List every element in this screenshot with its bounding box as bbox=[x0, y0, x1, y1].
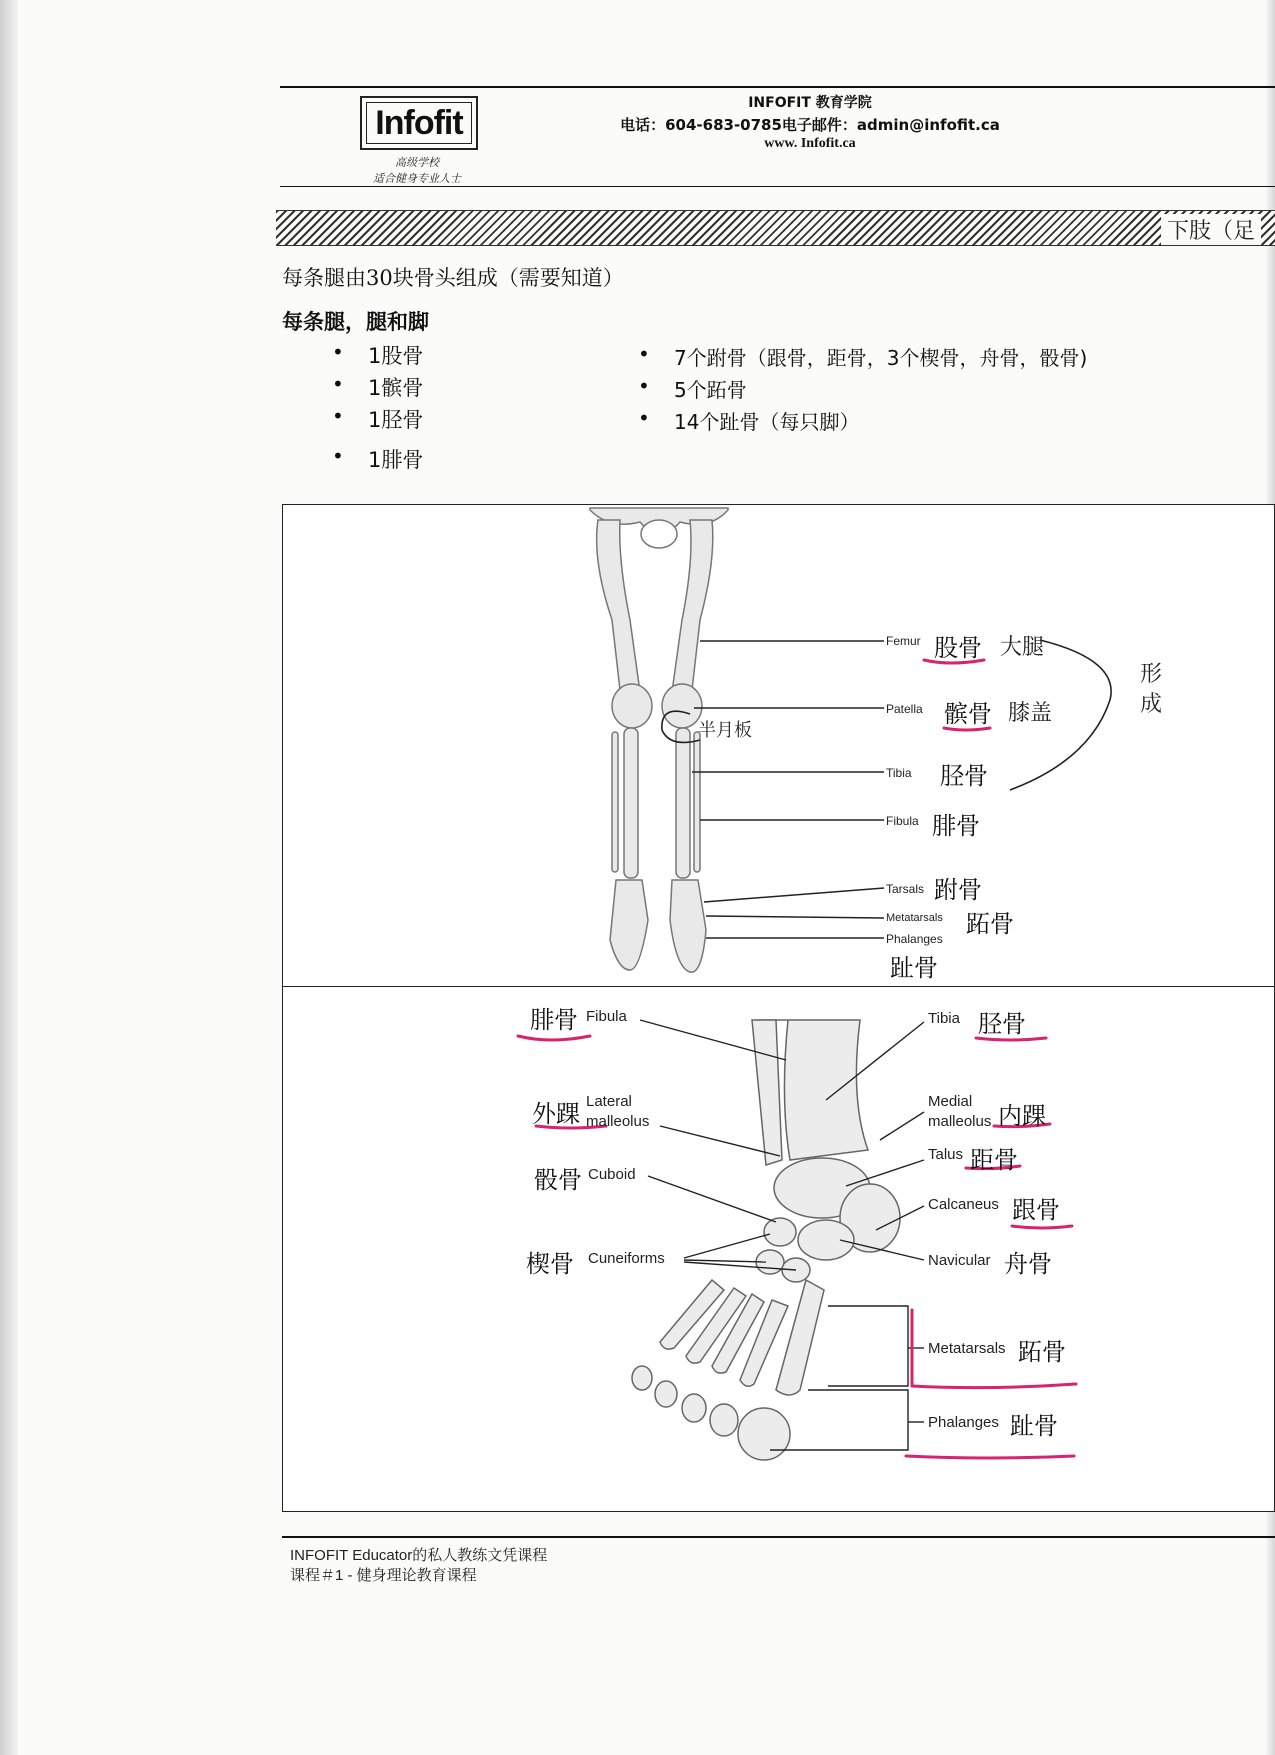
foot-label-cn: 内踝 bbox=[998, 1102, 1046, 1130]
intro-line: 每条腿由30块骨头组成（需要知道） bbox=[282, 266, 624, 290]
leg-label-cn: 胫骨 bbox=[940, 762, 988, 790]
handwritten-note: 半月板 bbox=[698, 720, 752, 741]
leg-label-en: Metatarsals bbox=[886, 912, 943, 924]
bone-list-item: • 1腓骨 bbox=[368, 444, 423, 474]
leg-label-en: Fibula bbox=[886, 814, 919, 828]
foot-label-cn: 趾骨 bbox=[1010, 1412, 1058, 1440]
foot-label-en: Fibula bbox=[586, 1008, 627, 1025]
foot-label-cn: 胫骨 bbox=[978, 1010, 1026, 1038]
logo-subtitle-2: 适合健身专业人士 bbox=[373, 173, 461, 185]
foot-label-cn: 跟骨 bbox=[1012, 1196, 1060, 1224]
foot-label-en: Phalanges bbox=[928, 1414, 999, 1431]
org-name: INFOFIT 教育学院 bbox=[748, 95, 872, 111]
leg-label-cn: 髌骨 bbox=[944, 700, 992, 728]
foot-label-cn: 距骨 bbox=[970, 1146, 1018, 1174]
website: www. Infofit.ca bbox=[764, 136, 856, 151]
footer-course-subtitle: 课程＃1 - 健身理论教育课程 bbox=[290, 1567, 477, 1584]
foot-label-en: Metatarsals bbox=[928, 1340, 1006, 1357]
foot-label-en: Calcaneus bbox=[928, 1196, 999, 1213]
leg-label-cn: 腓骨 bbox=[932, 812, 980, 840]
foot-label-en: Cuneiforms bbox=[588, 1250, 665, 1267]
bone-list-item: • 1髌骨 bbox=[368, 372, 423, 402]
section-tag: 下肢（足 bbox=[1161, 214, 1261, 245]
foot-label-en: Medial malleolus bbox=[928, 1093, 992, 1130]
foot-label-en: Tibia bbox=[928, 1010, 960, 1027]
leg-label-cn: 股骨 bbox=[934, 634, 982, 662]
foot-label-cn: 腓骨 bbox=[530, 1006, 578, 1034]
foot-label-en: Talus bbox=[928, 1146, 964, 1163]
leg-label-cn: 跗骨 bbox=[934, 876, 982, 904]
logo-subtitle-1: 高级学校 bbox=[395, 157, 439, 169]
foot-label-cn: 骰骨 bbox=[534, 1166, 582, 1194]
leg-label-en: Tibia bbox=[886, 766, 912, 780]
bone-list-item: • 1胫骨 bbox=[368, 404, 423, 434]
foot-label-cn: 舟骨 bbox=[1004, 1250, 1052, 1278]
bone-list-item: • 5个跖骨 bbox=[674, 374, 747, 403]
foot-label-en: Navicular bbox=[928, 1252, 991, 1269]
leg-label-en: Femur bbox=[886, 634, 921, 648]
foot-label-en: Cuboid bbox=[588, 1166, 636, 1183]
foot-label-cn: 跖骨 bbox=[1018, 1338, 1066, 1366]
foot-label-en: Lateral malleolus bbox=[586, 1093, 650, 1130]
bone-list-item: • 7个跗骨（跟骨，距骨，3个楔骨，舟骨，骰骨) bbox=[674, 342, 1087, 371]
handwritten-note: 形成 bbox=[1140, 662, 1163, 717]
bones-heading: 每条腿，腿和脚 bbox=[282, 310, 429, 334]
foot-label-cn: 外踝 bbox=[532, 1100, 580, 1128]
footer-course-title: INFOFIT Educator的私人教练文凭课程 bbox=[290, 1547, 548, 1564]
leg-label-en: Tarsals bbox=[886, 882, 925, 896]
footer-rule bbox=[282, 1536, 1275, 1538]
contact-info: 电话：604-683-0785电子邮件：admin@infofit.ca bbox=[620, 116, 1000, 134]
handwritten-note: 大腿 bbox=[1000, 635, 1045, 660]
handwritten-note: 膝盖 bbox=[1008, 701, 1053, 726]
leg-label-cn: 趾骨 bbox=[890, 954, 938, 982]
bone-list-item: • 14个趾骨（每只脚） bbox=[674, 406, 859, 435]
foot-label-cn: 楔骨 bbox=[526, 1250, 574, 1278]
leg-label-en: Patella bbox=[886, 702, 923, 716]
leg-label-cn: 跖骨 bbox=[966, 910, 1014, 938]
bone-list-item: • 1股骨 bbox=[368, 340, 423, 370]
leg-label-en: Phalanges bbox=[886, 932, 943, 946]
logo-wordmark: Infofit bbox=[366, 102, 472, 144]
